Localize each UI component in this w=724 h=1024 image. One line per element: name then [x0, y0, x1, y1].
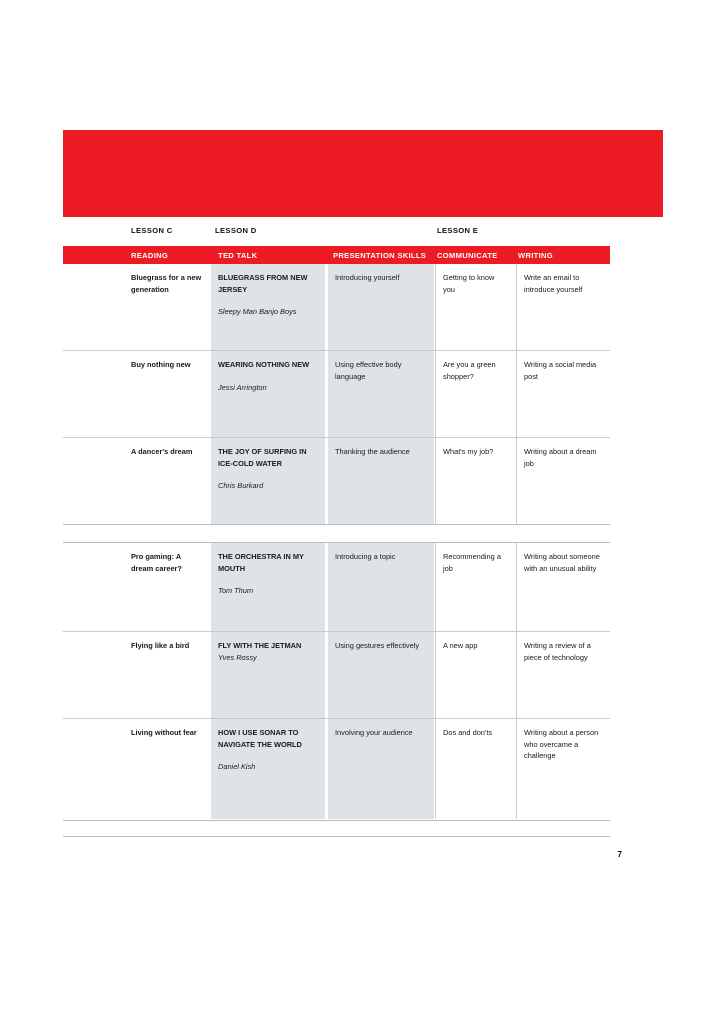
ted-talk-title: THE JOY OF SURFING IN ICE-COLD WATER — [218, 447, 307, 468]
lesson-label-d: LESSON D — [215, 226, 257, 235]
column-header-communicate: COMMUNICATE — [437, 251, 498, 260]
cell-writing: Writing a social media post — [516, 351, 610, 437]
cell-reading: Flying like a bird — [131, 641, 190, 650]
cell-writing: Writing about a person who overcame a challenge — [516, 719, 610, 819]
table-row — [63, 350, 610, 437]
ted-talk-title: BLUEGRASS FROM NEW JERSEY — [218, 273, 308, 294]
cell-presentation-skills: Introducing yourself — [326, 264, 434, 350]
cell-ted-talk — [211, 719, 325, 819]
table-row — [63, 264, 610, 350]
cell-ted-talk — [211, 264, 325, 350]
ted-talk-speaker: Sleepy Man Banjo Boys — [218, 307, 297, 317]
cell-ted-talk — [211, 632, 325, 718]
cell-reading: Buy nothing new — [131, 360, 191, 369]
ted-talk-speaker: Chris Burkard — [218, 481, 264, 491]
cell-presentation-skills: Thanking the audience — [326, 438, 434, 524]
column-header-presentation-skills: PRESENTATION SKILLS — [333, 251, 427, 260]
cell-reading: Pro gaming: A dream career? — [131, 552, 182, 573]
cell-communicate: A new app — [435, 632, 515, 718]
cell-presentation-skills: Using gestures effectively — [326, 632, 434, 718]
table-row — [63, 437, 610, 524]
cell-ted-talk — [211, 351, 325, 437]
cell-ted-talk — [211, 543, 325, 631]
cell-communicate: Getting to know you — [435, 264, 515, 350]
lesson-label-strip — [63, 226, 623, 243]
ted-talk-title: WEARING NOTHING NEW — [218, 360, 310, 369]
lesson-label-c: LESSON C — [131, 226, 173, 235]
footer-rule — [63, 836, 610, 837]
cell-reading: Bluegrass for a new generation — [131, 273, 202, 294]
column-header-bar — [63, 246, 610, 264]
table-row — [63, 631, 610, 718]
cell-writing: Write an email to introduce yourself — [516, 264, 610, 350]
section-bottom-rule — [63, 820, 610, 821]
ted-talk-title: THE ORCHESTRA IN MY MOUTH — [218, 552, 304, 573]
cell-presentation-skills: Introducing a topic — [326, 543, 434, 631]
cell-writing: Writing a review of a piece of technology — [516, 632, 610, 718]
page-number: 7 — [617, 849, 622, 859]
cell-communicate: What's my job? — [435, 438, 515, 524]
cell-writing: Writing about a dream job — [516, 438, 610, 524]
table-row — [63, 718, 610, 819]
ted-talk-speaker: Jessi Arrington — [218, 382, 267, 392]
lesson-label-e: LESSON E — [437, 226, 479, 235]
ted-talk-speaker: Tom Thum — [218, 586, 254, 596]
table-section-lower — [63, 542, 610, 819]
ted-talk-title: HOW I USE SONAR TO NAVIGATE THE WORLD — [218, 728, 302, 749]
column-header-reading: READING — [131, 251, 169, 260]
section-bottom-rule — [63, 524, 610, 525]
ted-talk-speaker: Daniel Kish — [218, 762, 256, 772]
ted-talk-speaker: Yves Rossy — [218, 652, 257, 662]
cell-presentation-skills: Involving your audience — [326, 719, 434, 819]
cell-communicate: Dos and don'ts — [435, 719, 515, 819]
cell-presentation-skills: Using effective body language — [326, 351, 434, 437]
cell-communicate: Are you a green shopper? — [435, 351, 515, 437]
cell-reading: A dancer's dream — [131, 447, 193, 456]
table-section-upper — [63, 264, 610, 524]
table-row — [63, 543, 610, 631]
column-header-ted-talk: TED TALK — [218, 251, 258, 260]
cell-writing: Writing about someone with an unusual ability — [516, 543, 610, 631]
top-red-banner — [63, 130, 663, 217]
cell-communicate: Recommending a job — [435, 543, 515, 631]
ted-talk-title: FLY WITH THE JETMAN — [218, 641, 302, 650]
cell-reading: Living without fear — [131, 728, 197, 737]
column-header-writing: WRITING — [518, 251, 553, 260]
cell-ted-talk — [211, 438, 325, 524]
